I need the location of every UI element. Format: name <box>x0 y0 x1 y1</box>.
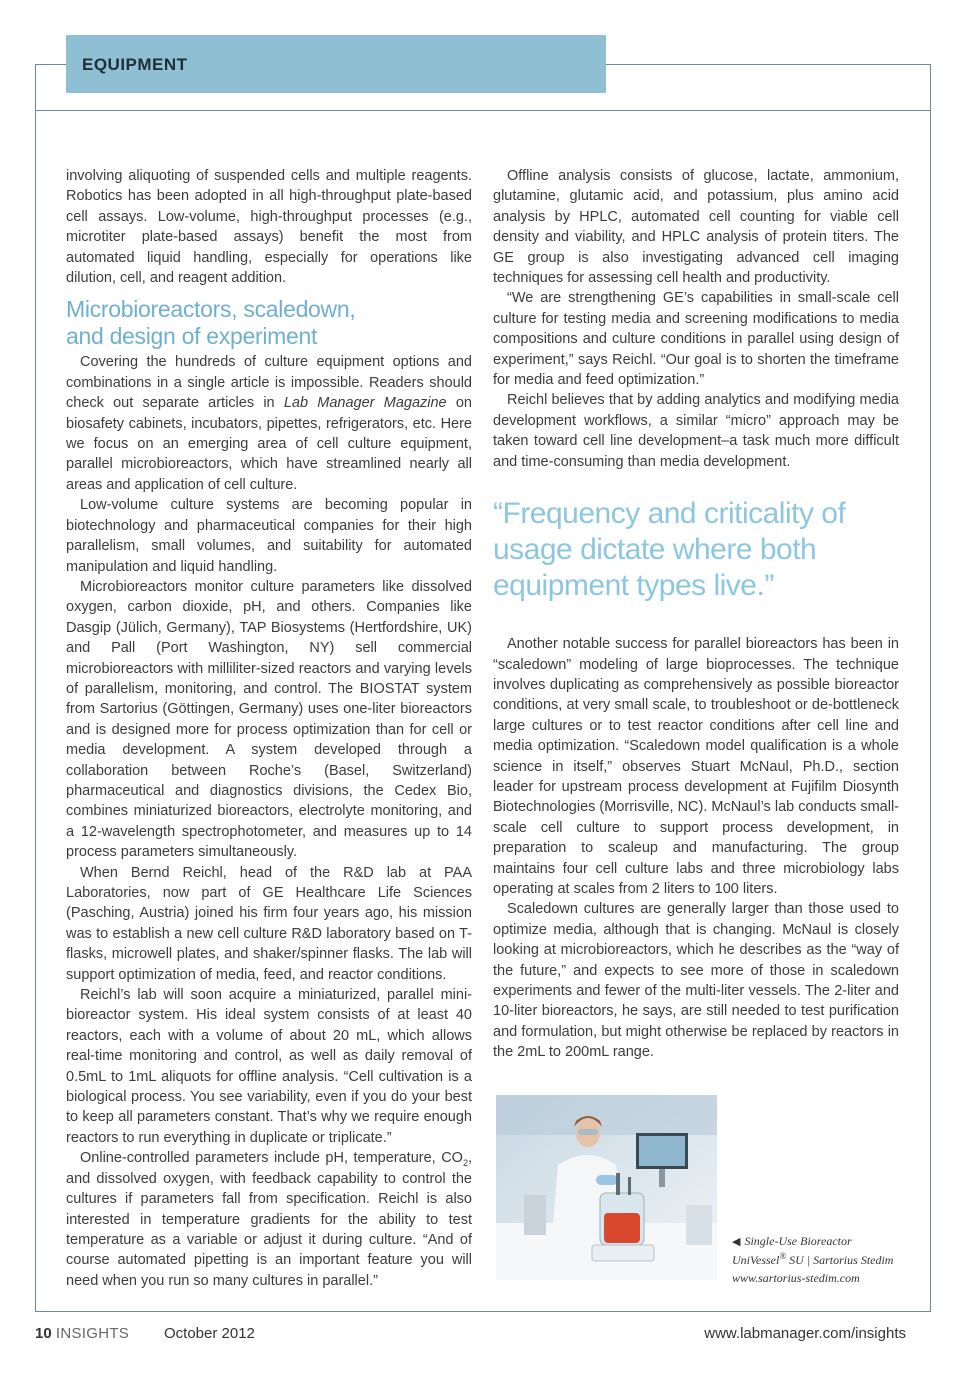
text-run: , and dissolved oxygen, with feedback capability to control the cultures if parameters fall from specification. Reichl is also interested in temperature gradients for the ability to test temperature as a variable or adjust it during culture. “And of course automated pipetting is an important feature you will need when you run so many cultures in parallel.” <box>66 1150 472 1289</box>
section-label: EQUIPMENT <box>82 55 188 74</box>
caption-text: SU | Sartorius Stedim <box>786 1253 894 1267</box>
text-run: Covering the hundreds of culture equipment options and combinations in a single article is impossible. Readers should check out separate articles in <box>66 354 472 412</box>
paragraph: When Bernd Reichl, head of the R&D lab at PAA Laboratories, now part of GE Healthcare Life Sciences (Pasching, Austria) joined his firm four years ago, his mission was to establish a new cell culture R&D laboratory based on T-flasks, microwell plates, and shaker/spinner flasks. The lab will support optimization of media, feed, and reactor conditions. <box>66 864 472 983</box>
caption-text: UniVessel <box>732 1253 780 1267</box>
frame-left-line <box>35 64 36 1312</box>
paragraph: Offline analysis consists of glucose, lactate, ammonium, glutamine, glutamic acid, and potassium, plus amino acid analysis by HPLC, automated cell counting for viable cell density and viability, and HPLC analysis of protein titers. The GE group is also investigating advanced cell imaging techniques for assessing cell health and productivity. <box>493 168 899 287</box>
website-url: www.labmanager.com/insights <box>704 1325 906 1342</box>
pull-quote-line: usage dictate where both <box>493 533 817 567</box>
caption-line <box>732 1251 932 1269</box>
subhead-line: and design of experiment <box>66 323 318 350</box>
publication-name: INSIGHTS <box>55 1325 130 1342</box>
subscript: 2 <box>462 1158 468 1169</box>
paragraph <box>66 352 472 495</box>
paragraph: Another notable success for parallel bioreactors has been in “scaledown” modeling of large bioprocesses. The technique involves duplicating as comprehensively as possible bioreactor conditions, at very small scale, to troubleshoot or de-bottleneck large cultures or to test reactor conditions after cell line and media optimization. “Scaledown model qualification is a whole science in itself,” observes Stuart McNaul, Ph.D., section leader for upstream process development at Fujifilm Diosynth Biotechnologies (Morrisville, NC). McNaul’s lab conducts small-scale cell culture to support process development, in preparation to scaleup and manufacturing. The group maintains four cell culture labs and three microbiology labs operating at scales from 2 liters to 100 liters. <box>493 636 899 897</box>
frame-header-line <box>35 110 931 111</box>
text-run: Online-controlled parameters include pH, temperature, CO <box>80 1150 463 1167</box>
subhead <box>66 296 472 350</box>
pull-quote-line: “Frequency and criticality of <box>493 497 846 531</box>
subhead-line: Microbioreactors, scaledown, <box>66 296 356 323</box>
registered-mark: ® <box>779 1251 787 1261</box>
frame-right-line <box>930 64 931 1312</box>
pull-quote <box>493 496 899 604</box>
caption-text: Single-Use Bioreactor <box>744 1234 852 1248</box>
page-number: 10 <box>35 1325 52 1342</box>
paragraph: Microbioreactors monitor culture parameters like dissolved oxygen, carbon dioxide, pH, and others. Companies like Dasgip (Jülich, Germany), TAP Biosystems (Hertfordshire, UK) and Pall (Port Washington, NY) sell commercial microbioreactors with milliliter-sized reactors and varying levels of parallelism, monitoring, and control. The BIOSTAT system from Sartorius (Göttingen, Germany) uses one-liter bioreactors and is designed more for process optimization than for cell or media development. A system developed through a collaboration between Roche’s (Basel, Switzerland) pharmaceutical and diagnostics divisions, the Cedex Bio, combines miniaturized bioreactors, electrolyte monitoring, and a 12-wavelength spectrophotometer, and measures up to 14 process parameters simultaneously. <box>66 578 472 861</box>
section-tab <box>66 35 606 93</box>
left-column <box>66 166 472 1291</box>
bioreactor-photo <box>496 1095 717 1280</box>
frame-bottom-line <box>35 1311 931 1312</box>
footer-left <box>35 1325 129 1342</box>
paragraph: Reichl’s lab will soon acquire a miniaturized, parallel mini-bioreactor system. His ideal system consists of at least 40 reactors, each with a volume of about 20 mL, which allows real-time monitoring and control, as well as daily removal of 0.5mL to 1mL aliquots for offline analysis. “Cell cultivation is a biological process. You see variability, even if you do your best to keep all parameters constant. That’s why we require enough reactors to run everything in duplicate or triplicate.” <box>66 987 472 1146</box>
paragraph: Reichl believes that by adding analytics and modifying media development workflows, a similar “micro” approach may be taken toward cell line development–a task much more difficult and time-consuming than media development. <box>493 392 899 470</box>
right-column <box>493 166 899 1063</box>
caption-line <box>732 1232 932 1251</box>
text-run: on biosafety cabinets, incubators, pipettes, refrigerators, etc. Here we focus on an emerging area of cell culture equipment, parallel microbioreactors, which have streamlined nearly all areas and application of cell culture. <box>66 395 472 493</box>
frame-top-right-line <box>606 64 931 65</box>
paragraph: Low-volume culture systems are becoming popular in biotechnology and pharmaceutical companies for their high parallelism, small volumes, and suitability for automated manipulation and liquid handling. <box>66 497 472 575</box>
caption-arrow-icon: ◀ <box>732 1236 741 1248</box>
caption-url: www.sartorius-stedim.com <box>732 1271 860 1285</box>
paragraph: “We are strengthening GE’s capabilities in small-scale cell culture for testing media and screening modifications to media compositions and culture conditions in parallel using design of experiment,” says Reichl. “Our goal is to shorten the timeframe for media and feed optimization.” <box>493 290 899 389</box>
issue-date: October 2012 <box>164 1325 255 1342</box>
paragraph: involving aliquoting of suspended cells and multiple reagents. Robotics has been adopted in all high-throughput plate-based cell assays. Low-volume, high-throughput processes (e.g., microtiter plate-based assays) benefit the most from automated liquid handling, especially for operations like dilution, cell, and reagent addition. <box>66 168 472 287</box>
pull-quote-line: equipment types live.” <box>493 569 774 603</box>
paragraph: Scaledown cultures are generally larger than those used to optimize media, although that is changing. McNaul is closely looking at microbioreactors, which he describes as the “way of the future,” and expects to see more of those in scaledown experiments and fewer of the multi-liter vessels. The 2-liter and 10-liter bioreactors, he says, are still needed to test purification and formulation, but might otherwise be replaced by reactors in the 2mL to 200mL range. <box>493 901 899 1061</box>
frame-top-left-line <box>35 64 66 65</box>
magazine-title: Lab Manager Magazine <box>283 395 447 412</box>
paragraph <box>66 1148 472 1291</box>
photo-caption <box>732 1232 932 1287</box>
lab-scene-illustration <box>496 1095 717 1280</box>
